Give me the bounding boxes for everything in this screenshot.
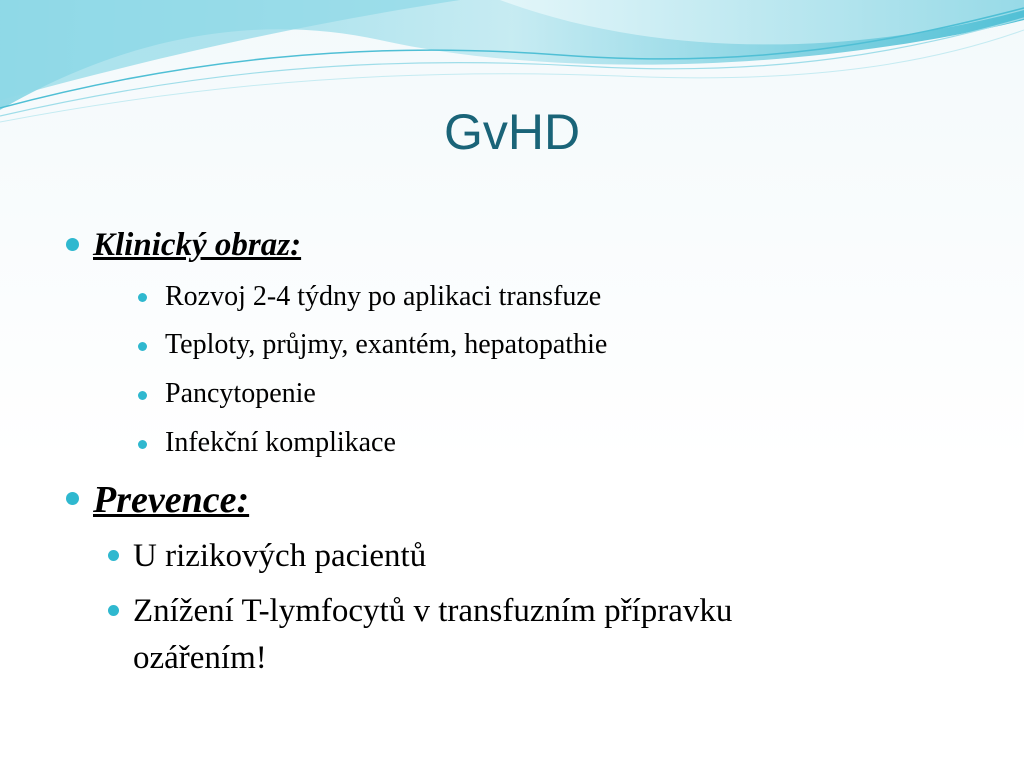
section-heading-clinical: Klinický obraz: xyxy=(93,227,302,263)
bullet-icon xyxy=(138,391,147,400)
list-item: Pancytopenie xyxy=(165,378,316,409)
list-item: U rizikových pacientů xyxy=(133,538,427,574)
bullet-icon xyxy=(138,440,147,449)
bullet-icon xyxy=(66,492,79,505)
section-heading-prevention: Prevence: xyxy=(93,479,250,521)
list-item-continuation: ozářením! xyxy=(133,640,267,676)
slide-title: GvHD xyxy=(443,104,581,160)
bullet-icon xyxy=(138,293,147,302)
list-item: Znížení T-lymfocytů v transfuzním přípravku xyxy=(133,593,733,629)
bullet-icon xyxy=(108,550,119,561)
bullet-icon xyxy=(138,342,147,351)
bullet-icon xyxy=(108,605,119,616)
list-item: Rozvoj 2-4 týdny po aplikaci transfuze xyxy=(165,281,602,312)
list-item: Infekční komplikace xyxy=(165,427,396,458)
list-item: Teploty, průjmy, exantém, hepatopathie xyxy=(165,329,608,360)
bullet-icon xyxy=(66,238,79,251)
